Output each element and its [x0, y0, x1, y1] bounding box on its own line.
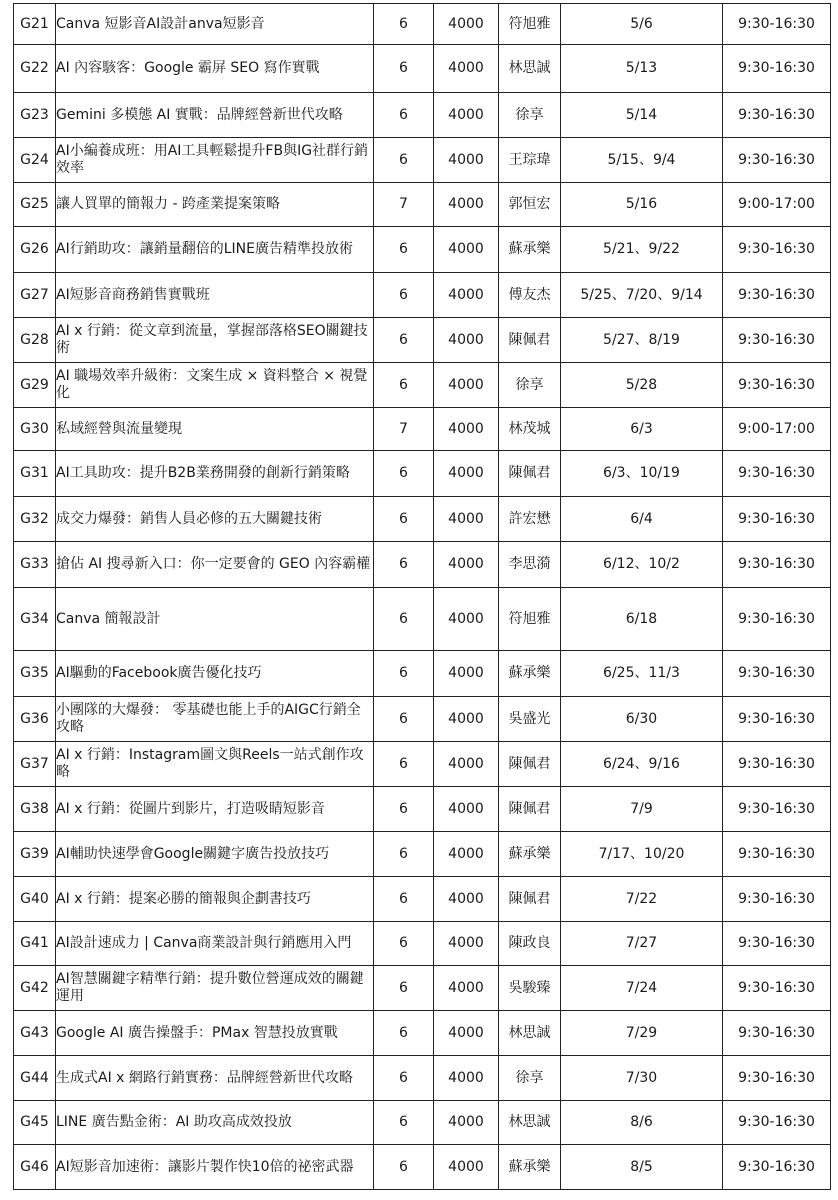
- table-row: [14, 1011, 831, 1056]
- course-fee: 4000: [434, 832, 499, 877]
- course-code: G29: [14, 363, 56, 408]
- course-time: 9:30-16:30: [723, 273, 831, 318]
- course-teacher: 蘇承樂: [499, 227, 561, 273]
- course-hours: 6: [374, 318, 434, 363]
- course-title: AI x 行銷：從圖片到影片，打造吸睛短影音: [56, 787, 374, 832]
- course-dates: 7/22: [561, 877, 723, 922]
- course-teacher: 蘇承樂: [499, 651, 561, 697]
- course-title: 成交力爆發：銷售人員必修的五大關鍵技術: [56, 497, 374, 542]
- course-teacher: 郭恒宏: [499, 183, 561, 227]
- course-title: AI 職場效率升級術：文案生成 × 資料整合 × 視覺化: [56, 363, 374, 408]
- course-time: 9:30-16:30: [723, 742, 831, 787]
- course-dates: 6/30: [561, 697, 723, 742]
- course-dates: 6/12、10/2: [561, 542, 723, 588]
- course-hours: 6: [374, 4, 434, 45]
- course-title: 私域經營與流量變現: [56, 408, 374, 451]
- course-code: G38: [14, 787, 56, 832]
- course-fee: 4000: [434, 4, 499, 45]
- course-code: G31: [14, 451, 56, 497]
- table-row: [14, 742, 831, 787]
- course-fee: 4000: [434, 877, 499, 922]
- course-teacher: 傅友杰: [499, 273, 561, 318]
- course-dates: 7/9: [561, 787, 723, 832]
- course-code: G33: [14, 542, 56, 588]
- course-time: 9:30-16:30: [723, 45, 831, 93]
- course-fee: 4000: [434, 697, 499, 742]
- course-teacher: 徐享: [499, 363, 561, 408]
- course-code: G44: [14, 1056, 56, 1101]
- course-dates: 6/3、10/19: [561, 451, 723, 497]
- course-code: G32: [14, 497, 56, 542]
- course-time: 9:30-16:30: [723, 588, 831, 651]
- course-hours: 6: [374, 451, 434, 497]
- course-dates: 8/6: [561, 1101, 723, 1145]
- course-fee: 4000: [434, 227, 499, 273]
- course-teacher: 吳盛光: [499, 697, 561, 742]
- course-fee: 4000: [434, 183, 499, 227]
- course-dates: 7/29: [561, 1011, 723, 1056]
- course-time: 9:00-17:00: [723, 408, 831, 451]
- course-time: 9:30-16:30: [723, 697, 831, 742]
- table-row: [14, 832, 831, 877]
- course-teacher: 符旭雅: [499, 588, 561, 651]
- course-teacher: 陳政良: [499, 922, 561, 966]
- course-fee: 4000: [434, 1101, 499, 1145]
- course-code: G36: [14, 697, 56, 742]
- course-dates: 6/3: [561, 408, 723, 451]
- course-fee: 4000: [434, 651, 499, 697]
- table-row: [14, 138, 831, 183]
- course-title: 生成式AI x 網路行銷實務：品牌經營新世代攻略: [56, 1056, 374, 1101]
- course-dates: 7/24: [561, 966, 723, 1011]
- course-fee: 4000: [434, 408, 499, 451]
- course-hours: 6: [374, 227, 434, 273]
- course-dates: 6/24、9/16: [561, 742, 723, 787]
- course-code: G46: [14, 1145, 56, 1190]
- course-hours: 6: [374, 832, 434, 877]
- course-dates: 5/6: [561, 4, 723, 45]
- course-code: G26: [14, 227, 56, 273]
- table-row: [14, 966, 831, 1011]
- course-hours: 6: [374, 273, 434, 318]
- course-code: G21: [14, 4, 56, 45]
- course-title: AI x 行銷：提案必勝的簡報與企劃書技巧: [56, 877, 374, 922]
- table-row: [14, 1145, 831, 1190]
- table-row: [14, 93, 831, 138]
- course-code: G30: [14, 408, 56, 451]
- course-time: 9:30-16:30: [723, 93, 831, 138]
- course-title: 讓人買單的簡報力 - 跨產業提案策略: [56, 183, 374, 227]
- course-dates: 7/27: [561, 922, 723, 966]
- course-code: G41: [14, 922, 56, 966]
- course-hours: 7: [374, 183, 434, 227]
- table-row: [14, 273, 831, 318]
- course-dates: 5/21、9/22: [561, 227, 723, 273]
- table-row: [14, 922, 831, 966]
- course-code: G42: [14, 966, 56, 1011]
- course-hours: 6: [374, 787, 434, 832]
- course-hours: 6: [374, 588, 434, 651]
- course-title: AI 內容駭客：Google 霸屏 SEO 寫作實戰: [56, 45, 374, 93]
- course-time: 9:30-16:30: [723, 1056, 831, 1101]
- course-teacher: 陳佩君: [499, 877, 561, 922]
- course-time: 9:30-16:30: [723, 4, 831, 45]
- course-teacher: 吳駿臻: [499, 966, 561, 1011]
- course-hours: 6: [374, 1011, 434, 1056]
- table-row: [14, 1056, 831, 1101]
- course-time: 9:30-16:30: [723, 363, 831, 408]
- course-teacher: 陳佩君: [499, 318, 561, 363]
- course-code: G25: [14, 183, 56, 227]
- course-teacher: 林思誠: [499, 1011, 561, 1056]
- course-code: G23: [14, 93, 56, 138]
- table-row: [14, 318, 831, 363]
- course-dates: 5/27、8/19: [561, 318, 723, 363]
- course-time: 9:30-16:30: [723, 1101, 831, 1145]
- course-teacher: 徐享: [499, 1056, 561, 1101]
- course-time: 9:30-16:30: [723, 227, 831, 273]
- table-row: [14, 651, 831, 697]
- course-teacher: 許宏懋: [499, 497, 561, 542]
- course-hours: 7: [374, 408, 434, 451]
- table-row: [14, 451, 831, 497]
- course-hours: 6: [374, 742, 434, 787]
- table-row: [14, 183, 831, 227]
- course-title: Gemini 多模態 AI 實戰：品牌經營新世代攻略: [56, 93, 374, 138]
- course-code: G24: [14, 138, 56, 183]
- course-dates: 5/25、7/20、9/14: [561, 273, 723, 318]
- course-teacher: 陳佩君: [499, 787, 561, 832]
- course-teacher: 蘇承樂: [499, 832, 561, 877]
- course-dates: 5/13: [561, 45, 723, 93]
- table-row: [14, 45, 831, 93]
- course-hours: 6: [374, 93, 434, 138]
- course-time: 9:30-16:30: [723, 832, 831, 877]
- course-dates: 6/4: [561, 497, 723, 542]
- course-code: G37: [14, 742, 56, 787]
- course-code: G22: [14, 45, 56, 93]
- course-fee: 4000: [434, 1011, 499, 1056]
- course-title: AI驅動的Facebook廣告優化技巧: [56, 651, 374, 697]
- table-row: [14, 787, 831, 832]
- course-fee: 4000: [434, 966, 499, 1011]
- course-fee: 4000: [434, 363, 499, 408]
- course-teacher: 林思誠: [499, 1101, 561, 1145]
- course-teacher: 符旭雅: [499, 4, 561, 45]
- course-code: G39: [14, 832, 56, 877]
- course-time: 9:30-16:30: [723, 877, 831, 922]
- course-hours: 6: [374, 45, 434, 93]
- course-hours: 6: [374, 966, 434, 1011]
- course-fee: 4000: [434, 542, 499, 588]
- course-teacher: 陳佩君: [499, 742, 561, 787]
- course-title: AI x 行銷：從文章到流量，掌握部落格SEO關鍵技術: [56, 318, 374, 363]
- course-title: AI x 行銷：Instagram圖文與Reels一站式創作攻略: [56, 742, 374, 787]
- course-time: 9:30-16:30: [723, 922, 831, 966]
- course-title: AI設計速成力 | Canva商業設計與行銷應用入門: [56, 922, 374, 966]
- course-dates: 6/18: [561, 588, 723, 651]
- course-hours: 6: [374, 542, 434, 588]
- course-teacher: 蘇承樂: [499, 1145, 561, 1190]
- table-row: [14, 1101, 831, 1145]
- course-hours: 6: [374, 697, 434, 742]
- course-time: 9:30-16:30: [723, 1011, 831, 1056]
- course-title: AI小編養成班：用AI工具輕鬆提升FB與IG社群行銷效率: [56, 138, 374, 183]
- course-hours: 6: [374, 922, 434, 966]
- course-fee: 4000: [434, 742, 499, 787]
- course-time: 9:30-16:30: [723, 318, 831, 363]
- course-hours: 6: [374, 1101, 434, 1145]
- course-teacher: 徐享: [499, 93, 561, 138]
- course-code: G28: [14, 318, 56, 363]
- course-teacher: 林思誠: [499, 45, 561, 93]
- course-time: 9:00-17:00: [723, 183, 831, 227]
- course-fee: 4000: [434, 93, 499, 138]
- course-dates: 5/15、9/4: [561, 138, 723, 183]
- table-row: [14, 408, 831, 451]
- course-hours: 6: [374, 138, 434, 183]
- course-code: G34: [14, 588, 56, 651]
- course-title: AI智慧關鍵字精準行銷：提升數位營運成效的關鍵運用: [56, 966, 374, 1011]
- course-dates: 7/17、10/20: [561, 832, 723, 877]
- table-row: [14, 697, 831, 742]
- course-hours: 6: [374, 1145, 434, 1190]
- course-title: LINE 廣告點金術：AI 助攻高成效投放: [56, 1101, 374, 1145]
- course-code: G40: [14, 877, 56, 922]
- course-time: 9:30-16:30: [723, 651, 831, 697]
- course-hours: 6: [374, 1056, 434, 1101]
- table-row: [14, 227, 831, 273]
- course-code: G43: [14, 1011, 56, 1056]
- course-title: 搶佔 AI 搜尋新入口：你一定要會的 GEO 內容霸權: [56, 542, 374, 588]
- course-hours: 6: [374, 651, 434, 697]
- course-time: 9:30-16:30: [723, 138, 831, 183]
- course-time: 9:30-16:30: [723, 451, 831, 497]
- course-time: 9:30-16:30: [723, 966, 831, 1011]
- table-row: [14, 542, 831, 588]
- course-teacher: 李思漪: [499, 542, 561, 588]
- course-title: AI短影音加速術：讓影片製作快10倍的祕密武器: [56, 1145, 374, 1190]
- course-title: AI行銷助攻：讓銷量翻倍的LINE廣告精準投放術: [56, 227, 374, 273]
- course-hours: 6: [374, 877, 434, 922]
- course-fee: 4000: [434, 922, 499, 966]
- table-row: [14, 877, 831, 922]
- course-time: 9:30-16:30: [723, 497, 831, 542]
- course-fee: 4000: [434, 451, 499, 497]
- table-row: [14, 588, 831, 651]
- table-row: [14, 497, 831, 542]
- course-title: Google AI 廣告操盤手：PMax 智慧投放實戰: [56, 1011, 374, 1056]
- course-title: 小團隊的大爆發： 零基礎也能上手的AIGC行銷全攻略: [56, 697, 374, 742]
- course-dates: 5/14: [561, 93, 723, 138]
- course-teacher: 王琮瑋: [499, 138, 561, 183]
- course-code: G35: [14, 651, 56, 697]
- table-row: [14, 4, 831, 45]
- course-fee: 4000: [434, 497, 499, 542]
- course-time: 9:30-16:30: [723, 787, 831, 832]
- course-code: G27: [14, 273, 56, 318]
- course-fee: 4000: [434, 588, 499, 651]
- course-dates: 5/16: [561, 183, 723, 227]
- course-code: G45: [14, 1101, 56, 1145]
- course-title: AI工具助攻：提升B2B業務開發的創新行銷策略: [56, 451, 374, 497]
- course-time: 9:30-16:30: [723, 1145, 831, 1190]
- course-hours: 6: [374, 497, 434, 542]
- course-dates: 6/25、11/3: [561, 651, 723, 697]
- course-hours: 6: [374, 363, 434, 408]
- course-title: AI輔助快速學會Google關鍵字廣告投放技巧: [56, 832, 374, 877]
- course-dates: 5/28: [561, 363, 723, 408]
- course-fee: 4000: [434, 138, 499, 183]
- course-fee: 4000: [434, 1056, 499, 1101]
- course-fee: 4000: [434, 273, 499, 318]
- course-time: 9:30-16:30: [723, 542, 831, 588]
- course-table: [13, 3, 831, 1190]
- course-title: Canva 簡報設計: [56, 588, 374, 651]
- course-fee: 4000: [434, 787, 499, 832]
- course-title: Canva 短影音AI設計anva短影音: [56, 4, 374, 45]
- course-fee: 4000: [434, 45, 499, 93]
- course-fee: 4000: [434, 318, 499, 363]
- table-row: [14, 363, 831, 408]
- course-title: AI短影音商務銷售實戰班: [56, 273, 374, 318]
- course-dates: 7/30: [561, 1056, 723, 1101]
- course-dates: 8/5: [561, 1145, 723, 1190]
- course-teacher: 林茂城: [499, 408, 561, 451]
- course-teacher: 陳佩君: [499, 451, 561, 497]
- course-fee: 4000: [434, 1145, 499, 1190]
